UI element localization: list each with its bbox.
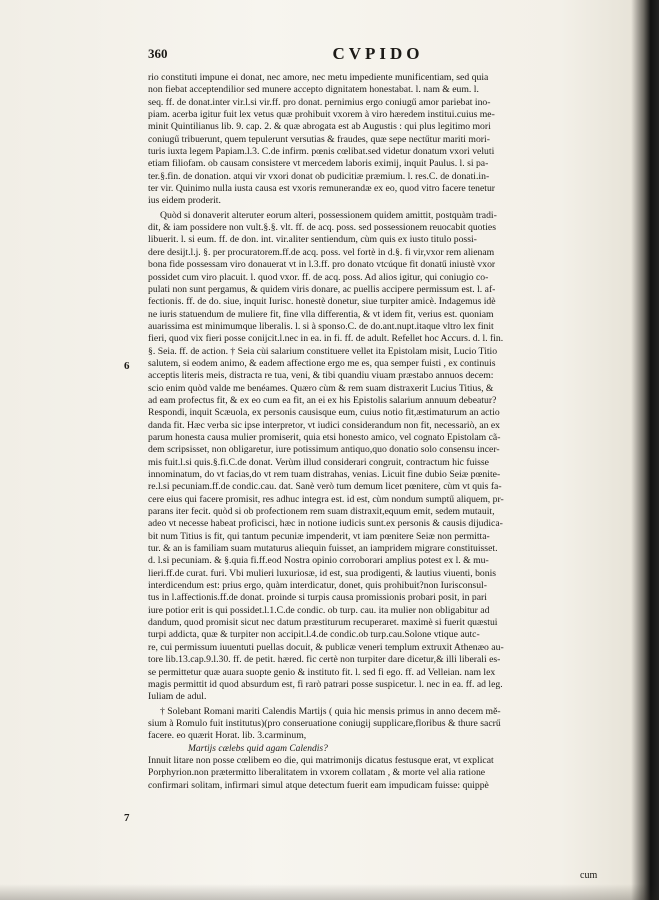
- text-line: parum honesta causa mulier promiserit, quia etsi honesto amico, vel cognato Epistolam cã-: [148, 431, 501, 443]
- body-text: [148, 72, 612, 792]
- text-line: confirmari solitam, infirmari simul atque detectum fuerit eam impudicam fuisse: quippè: [148, 779, 489, 791]
- text-line: cere eius qui facere promisit, res adhuc integra est. id est, cùm nondum sumptű aliquem, pr-: [148, 493, 504, 505]
- text-line: Innuit litare non posse cœlibem eo die, qui matrimonijs dicatus festusque erat, vt explicat: [148, 754, 494, 766]
- text-line: ter.§.fin. de donation. atqui vir vxori donat ob pudicitiæ præmium. l. res.C. de donati.in-: [148, 170, 490, 182]
- text-line: sium à Romulo fuit institutus)(pro conseruatione coniugij supplicare,floribus & thure sacrű: [148, 717, 501, 729]
- text-line: re.l.si pecuniam.ff.de condic.cau. dat. Sanè verò tum demum licet pœnitere, cùm vt quis fa-: [148, 481, 502, 493]
- text-line: non fiebat acceptendilior sed munere accepto dignitatem honestabat. l. nam & eum. l.: [148, 84, 479, 96]
- catchword: cum: [580, 870, 598, 881]
- text-line: seq. ff. de donat.inter vir.l.si vir.ff. pro donat. pernimius ergo coniugű amor pariebat ino-: [148, 96, 491, 108]
- page-number: 360: [148, 46, 168, 61]
- text-line: tus in l.affectionis.ff.de donat. proinde si turpis causa promissionis probari posit, in pari: [148, 592, 487, 604]
- text-line: piam. acerba igitur fuit lex vetus quæ prohibuit vxorem à viro hæredem institui.cuius me-: [148, 109, 495, 121]
- text-line: dere desijt.l.j. §. per procuratorem.ff.de acq. poss. vel fortè in d.§. fi vir,vxor rem alienam: [148, 246, 495, 258]
- text-line: ius eidem proderit.: [148, 195, 221, 207]
- text-line: libuerit. l. si eum. ff. de don. int. vir.aliter sentiendum, cùm quis ex iusto titulo possi-: [148, 234, 477, 246]
- text-line: §. Seia. ff. de action. † Seia cùi salarium constituere vellet ita Epistolam misit, Lucio Titio: [148, 345, 498, 357]
- text-line: facere. eo quærit Horat. lib. 3.carminum,: [148, 730, 307, 742]
- text-line: interdicendum est: prius ergo, quàm interdicatur, donet, quis prohibuit?non Iurisconsul-: [148, 580, 487, 592]
- text-line: dandum, quod promisit sicut nec datum præstiturum recuperaret. maximè si fuerit quæstui: [148, 617, 498, 629]
- text-line: ad eam profectus fit, & ex eo cum ea fit, an ei ex his Epistolis salarium annuum debeatur?: [148, 394, 497, 406]
- text-line: salutem, si eodem animo, & eadem affectione ergo me es, qua semper fuisti , ex continuis: [148, 357, 496, 369]
- text-line: bit num Titius is fit, qui tantum pecuniæ impenderit, vt iam pœnitere Seiæ non permitta-: [148, 530, 490, 542]
- verse-quote-line: Martijs cælebs quid agam Calendis?: [188, 743, 328, 754]
- page-bottom-shadow: [0, 884, 659, 900]
- text-line: innominatum, do vt facias,do vt rem tuam distrahas, venias. Licuit fine dubio Seiæ pœnite-: [148, 469, 501, 480]
- text-line: coniugű tribuerunt, quem tepulerunt versutias & fraudes, quæ sepe nectűtur mariti mori-: [148, 133, 490, 145]
- text-line: dem scripsisset, non obligaretur, iure potissimum antiquo,quo donatio solo consensu incer-: [148, 444, 500, 456]
- text-line: etiam filiofam. ob causam consistere vt mercedem laboris eximij, inquit Paulus. l. si pa-: [148, 158, 489, 170]
- text-line: possidet cum viro placuit. l. quod vxor. ff. de acq. poss. Ad alios igitur, qui coniugio co-: [148, 271, 489, 283]
- text-line: re, cui permissum iuuentuti puellas docuit, & publicæ veneri templum extruxit Athenæo au-: [148, 641, 504, 653]
- text-line: pulati non sunt pergamus, & quidem viris donare, ac puellis accipere permissum est. l. af-: [148, 283, 496, 295]
- text-line: Porphyrion.non prætermitto liberalitatem in vxorem collatam , & morte vel alia ratione: [148, 767, 486, 779]
- page-edge-shadow: [631, 0, 659, 900]
- margin-number-7: 7: [124, 812, 130, 824]
- text-line: fectionis. ff. de do. siue, inquit Iurisc. honestè donetur, siue turpiter amicè. Indagemus idè: [148, 296, 496, 308]
- margin-number-6: 6: [124, 360, 130, 372]
- text-line: mis fuit.l.si quis.§.fi.C.de donat. Verùm illud considerari congruit, contractum hic fuisse: [148, 456, 489, 468]
- text-line: turis iuxta legem Papiam.l.3. C.de infirm. pœnis cœlibat.sed videtur donatum vxori veluti: [148, 146, 495, 158]
- text-line: turpi addicta, quæ & turpiter non accipit.l.4.de condic.ob turp.cau.Solone vtique autc-: [148, 629, 480, 641]
- text-line: se permittetur quæ auara suopte genio & instituto fit. l. sed fi ego. ff. ad Velleian. nam lex: [148, 666, 496, 678]
- text-line: ter vir. Quinimo nulla iusta causa est vxoris remunerandæ ex eo, quod vitro facere tenetur: [148, 183, 496, 195]
- page-header: [148, 44, 608, 68]
- text-line: acceptis literis meis, distracta re tua, veni, & tibi quandiu viuam præstabo annuos decem:: [148, 370, 494, 382]
- text-line: rio constituti impune ei donat, nec amore, nec metu impediente munificentiam, sed quia: [148, 72, 489, 83]
- text-line: danda fit. Hæc verba sic ipse interpretor, vt iudici considerandum non fit, necessariò, an ex: [148, 419, 501, 431]
- text-line: ne iuris statuendum de muliere fit, fine vlla differentia, & vt idem fit, verius est. quoniam: [148, 308, 494, 320]
- running-title: CVPIDO: [332, 44, 424, 63]
- text-line: d. l.si pecuniam. & §.quia fi.ff.eod Nostra opinio corroborari amplius potest ex l. & mu-: [148, 555, 489, 567]
- text-line: Iuliam de adul.: [148, 691, 207, 703]
- text-line: lieri.ff.de curat. furi. Vbi mulieri luxuriosæ, id est, sua prodigenti, & lautius viuenti, bonis: [148, 567, 497, 579]
- text-line: Respondi, inquit Scæuola, ex personis causisque eum, cuius notio fit,æstimaturum an actio: [148, 407, 500, 419]
- text-line: tore lib.13.cap.9.l.30. ff. de petit. hæred. fic certè non turpiter dare dicetur,& illi liberali es-: [148, 654, 501, 666]
- text-line: parans iter fecit. quòd si ob profectionem rem suam distraxit,equum emit, sedem mutauit,: [148, 506, 495, 518]
- text-line: bona fide possessam viro donauerat vt in l.3.ff. pro donato vtcúque fit donatű iniustè vxor: [148, 259, 496, 271]
- text-line: scio enim quòd valde me benéames. Quæro cùm & rem suam distraxerit Lucius Titius, &: [148, 382, 494, 394]
- text-line: dit, & iam possidere non vult.§.§. vlt. ff. de acq. poss. sed possessionem reuocabit quoties: [148, 222, 496, 234]
- text-line: auarissima est minimumque liberalis. l. si à sponso.C. de do.ant.nupt.itaque vltro lex finit: [148, 320, 494, 332]
- text-line: tur. & an is familiam suam mutaturus aliequin fuisset, an iampridem migrare constituisset.: [148, 543, 498, 555]
- text-line: adeo vt necesse habeat proficisci, hæc in notione iudicis sunt.ex personis & causis dijudica-: [148, 518, 503, 530]
- text-line: fieri, quod vix fieri posse conijcit.l.nec in ea. in fi. ff. de adult. Refellet hoc Accurs. d. l. fin.: [148, 333, 504, 345]
- text-line: magis permittit id quod absurdum est, fi rarò patrari posse suspicetur. l. nec in ea. ff. ad leg.: [148, 678, 503, 690]
- text-line: iure potior erit is qui possidet.l.1.C.de condic. ob turp. cau. ita mulier non obligabitur ad: [148, 604, 490, 616]
- text-line: minit Quintilianus lib. 9. cap. 2. & quæ abrogata est ab Augustis : qui plus legitimo mori: [148, 121, 491, 133]
- text-line: † Solebant Romani mariti Calendis Martijs ( quia hic mensis primus in anno decem mě-: [160, 705, 501, 717]
- text-line: Quòd si donaverit alteruter eorum alteri, possessionem quidem amittit, postquàm tradi-: [160, 209, 497, 221]
